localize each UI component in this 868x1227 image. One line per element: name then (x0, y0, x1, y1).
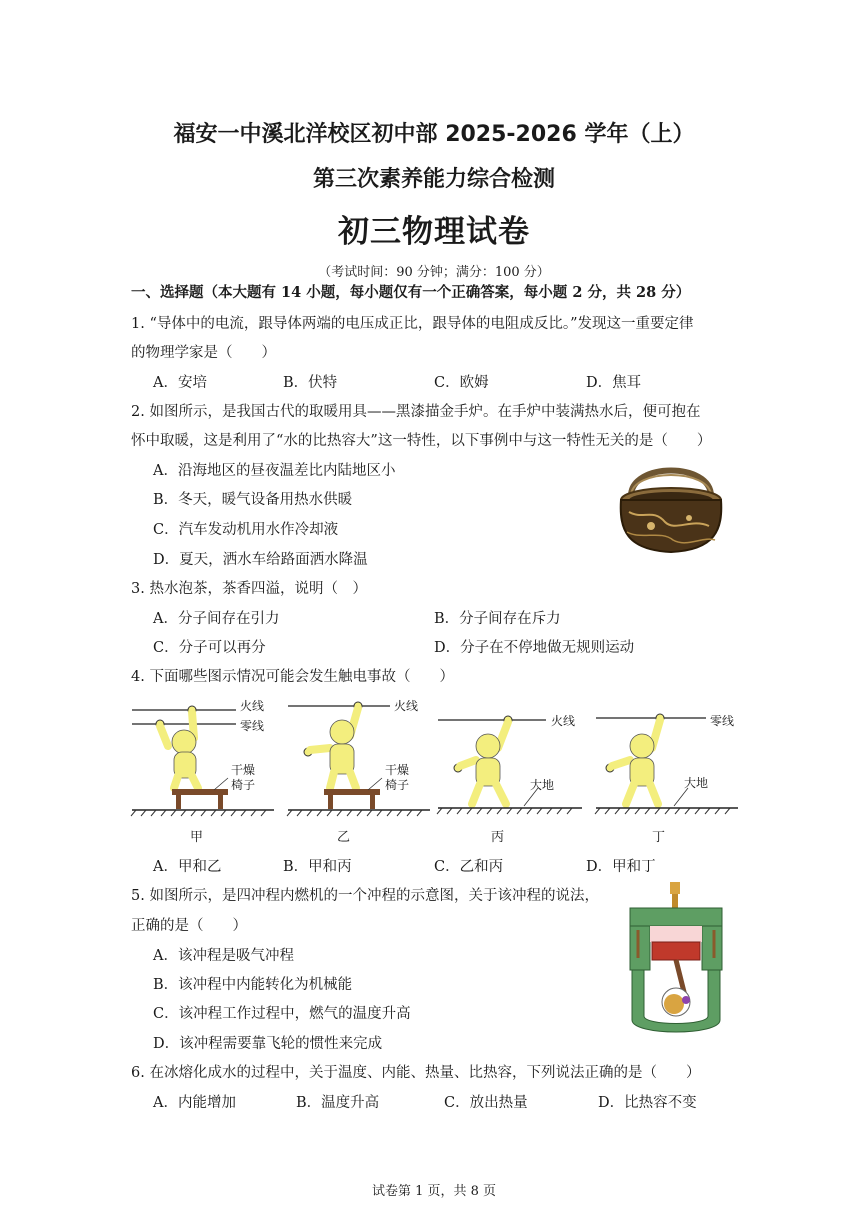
jia-zero-label: 零线 (240, 719, 265, 733)
yi-fire-label: 火线 (394, 699, 419, 713)
bing-ground-label: 大地 (530, 778, 555, 792)
exam-title-main: 初三物理试卷 (338, 214, 530, 250)
page-footer: 试卷第 1 页，共 8 页 (371, 1184, 497, 1199)
question-5-text: 5. 如图所示，是四冲程内燃机的一个冲程的示意图，关于该冲程的说法， (131, 888, 599, 904)
q4-option-b[interactable]: B．甲和丙 (283, 859, 352, 875)
q1-option-d[interactable]: D．焦耳 (586, 375, 642, 391)
q6-option-a[interactable]: A．内能增加 (153, 1095, 236, 1111)
caption-jia: 甲 (190, 830, 204, 845)
q5-option-a[interactable]: A．该冲程是吸气冲程 (153, 948, 294, 964)
q3-option-a[interactable]: A．分子间存在引力 (153, 611, 280, 627)
q5-option-d[interactable]: D．该冲程需要靠飞轮的惯性来完成 (153, 1036, 383, 1052)
q4-option-c[interactable]: C．乙和丙 (434, 859, 504, 875)
engine-diagram (622, 880, 730, 1040)
q3-option-c[interactable]: C．分子可以再分 (153, 640, 266, 656)
question-2-text-cont: 怀中取暖，这是利用了“水的比热容大”这一特性，以下事例中与这一特性无关的是（ ） (131, 433, 712, 449)
q6-option-d[interactable]: D．比热容不变 (598, 1095, 697, 1111)
q1-option-c[interactable]: C．欧姆 (434, 375, 489, 391)
jia-fire-label: 火线 (240, 699, 265, 713)
q6-option-c[interactable]: C．放出热量 (444, 1095, 528, 1111)
q3-option-b[interactable]: B．分子间存在斥力 (434, 611, 561, 627)
jia-chair-label: 椅子 (231, 778, 256, 792)
question-5-text-cont: 正确的是（ ） (131, 918, 247, 934)
question-6-text: 6. 在冰熔化成水的过程中，关于温度、内能、热量、比热容，下列说法正确的是（ ） (131, 1065, 701, 1081)
q5-option-b[interactable]: B．该冲程中内能转化为机械能 (153, 977, 353, 993)
jia-dry-label: 干燥 (231, 763, 256, 777)
question-2-text: 2. 如图所示，是我国古代的取暖用具——黑漆描金手炉。在手炉中装满热水后，便可抱在 (131, 404, 701, 420)
caption-yi: 乙 (337, 830, 351, 845)
q2-option-b[interactable]: B．冬天，暖气设备用热水供暖 (153, 492, 353, 508)
q5-option-c[interactable]: C．该冲程工作过程中，燃气的温度升高 (153, 1006, 411, 1022)
q4-option-d[interactable]: D．甲和丁 (586, 859, 656, 875)
yi-dry-label: 干燥 (385, 763, 410, 777)
question-3-text: 3. 热水泡茶，茶香四溢，说明（ ） (131, 581, 367, 597)
section-heading: 一、选择题（本大题有 14 小题，每小题仅有一个正确答案，每小题 2 分，共 28 分） (131, 284, 691, 301)
exam-title-line1: 福安一中溪北洋校区初中部 2025-2026 学年（上） (173, 122, 695, 147)
exam-title-line2: 第三次素养能力综合检测 (312, 167, 555, 192)
yi-chair-label: 椅子 (385, 778, 410, 792)
q4-option-a[interactable]: A．甲和乙 (153, 859, 222, 875)
q2-option-d[interactable]: D．夏天，洒水车给路面洒水降温 (153, 552, 368, 568)
question-1-text-cont: 的物理学家是（ ） (131, 345, 276, 361)
question-4-text: 4. 下面哪些图示情况可能会发生触电事故（ ） (131, 669, 454, 685)
bing-fire-label: 火线 (551, 714, 576, 728)
exam-info: （考试时间：90 分钟；满分：100 分） (318, 265, 550, 280)
q2-option-a[interactable]: A．沿海地区的昼夜温差比内陆地区小 (153, 463, 396, 479)
q1-option-b[interactable]: B．伏特 (283, 375, 338, 391)
caption-ding: 丁 (652, 830, 666, 845)
q3-option-d[interactable]: D．分子在不停地做无规则运动 (434, 640, 635, 656)
hand-warmer-image (613, 460, 729, 556)
question-1-text: 1. “导体中的电流，跟导体两端的电压成正比，跟导体的电阻成反比。”发现这一重要定律 (131, 316, 694, 332)
q1-option-a[interactable]: A．安培 (153, 375, 207, 391)
q2-option-c[interactable]: C．汽车发动机用水作冷却液 (153, 522, 339, 538)
caption-bing: 丙 (491, 830, 505, 845)
q6-option-b[interactable]: B．温度升高 (296, 1095, 380, 1111)
ding-zero-label: 零线 (710, 714, 735, 728)
ding-ground-label: 大地 (684, 776, 709, 790)
